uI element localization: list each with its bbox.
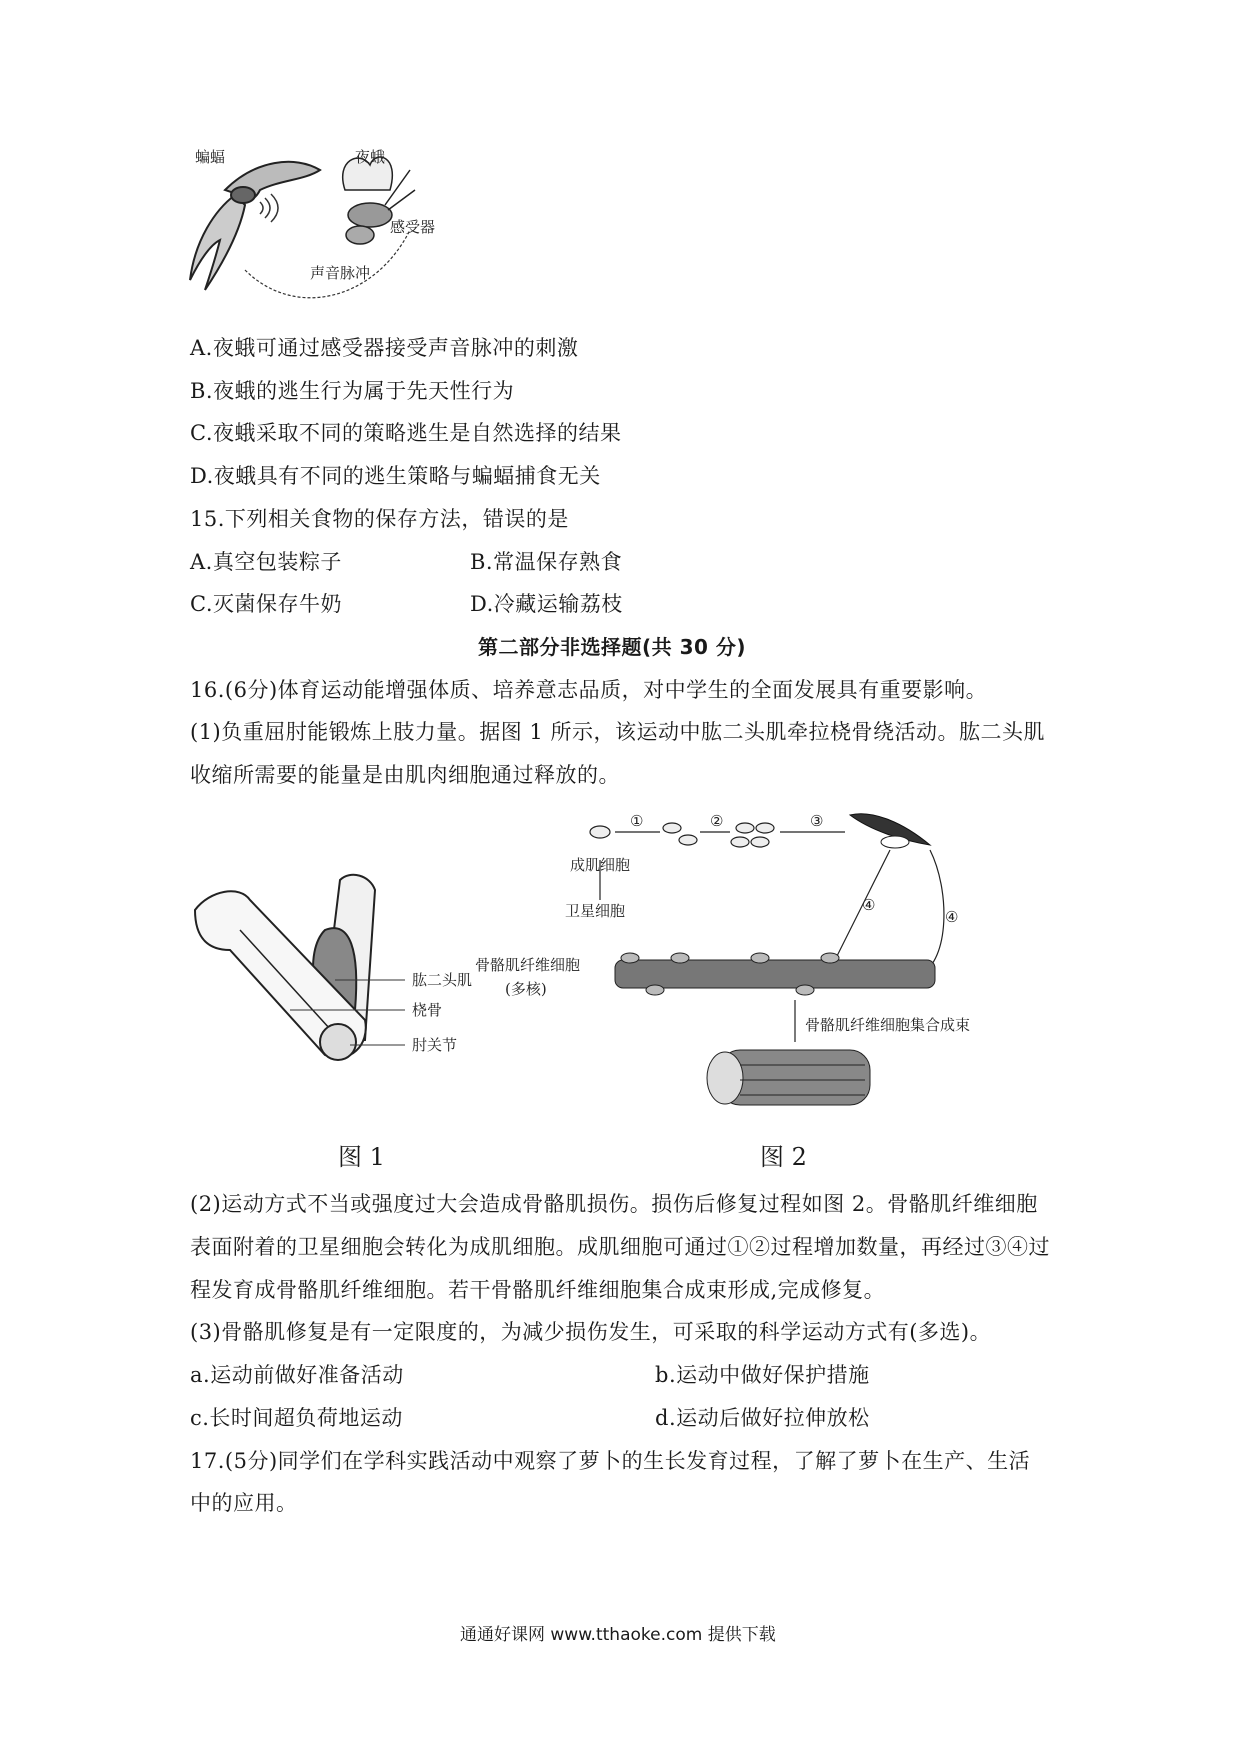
footer-text: 通通好课网 www.tthaoke.com 提供下载 (460, 1625, 776, 1645)
pulse-label: 声音脉冲 (310, 264, 371, 282)
fig2-step-2: ② (710, 812, 724, 830)
fig2-label-fiber-2: (多核) (505, 980, 547, 998)
fig2-step-1: ① (630, 812, 644, 830)
q17-line2: 中的应用。 (190, 1491, 298, 1515)
q14-option-d: D.夜蛾具有不同的逃生策略与蝙蝠捕食无关 (190, 464, 601, 488)
moth-label: 夜蛾 (355, 148, 386, 166)
q16-sub2-line1: (2)运动方式不当或强度过大会造成骨骼肌损伤。损伤后修复过程如图 2。骨骼肌纤维细胞 (190, 1192, 1038, 1216)
fig1-label-radius: 桡骨 (412, 1001, 443, 1019)
fig2-step-3: ③ (810, 812, 824, 830)
q15-option-d: D.冷藏运输荔枝 (470, 592, 623, 616)
fig2-step-4a: ④ (862, 896, 876, 914)
q16-sub1-line1: (1)负重屈肘能锻炼上肢力量。据图 1 所示，该运动中肱二头肌牵拉桡骨绕活动。肱二头肌 (190, 720, 1045, 744)
q15-option-c: C.灭菌保存牛奶 (190, 592, 342, 616)
q16-sub3-option-a: a.运动前做好准备活动 (190, 1363, 404, 1387)
bat-label: 蝙蝠 (195, 148, 226, 166)
q16-sub2-line3: 程发育成骨骼肌纤维细胞。若干骨骼肌纤维细胞集合成束形成,完成修复。 (190, 1278, 886, 1302)
fig2-label-satellite: 卫星细胞 (565, 902, 626, 920)
q16-sub3-option-b: b.运动中做好保护措施 (655, 1363, 870, 1387)
q14-option-a: A.夜蛾可通过感受器接受声音脉冲的刺激 (190, 336, 579, 360)
figure-1-arm (190, 870, 520, 1100)
fig2-step-4b: ④ (945, 908, 959, 926)
figure-1-caption: 图 1 (338, 1143, 385, 1171)
bat-illustration (190, 162, 320, 290)
q16-sub2-line2: 表面附着的卫星细胞会转化为成肌细胞。成肌细胞可通过①②过程增加数量，再经过③④过 (190, 1235, 1050, 1259)
q16-sub3-option-c: c.长时间超负荷地运动 (190, 1406, 403, 1430)
q15-stem: 15.下列相关食物的保存方法，错误的是 (190, 507, 569, 531)
fig1-label-biceps: 肱二头肌 (412, 971, 473, 989)
figure-2-caption: 图 2 (760, 1143, 807, 1171)
receptor-label: 感受器 (390, 218, 436, 236)
fig2-label-fiber-1: 骨骼肌纤维细胞 (475, 956, 581, 974)
sound-waves-icon (260, 194, 278, 222)
figure-2-repair (475, 810, 1060, 1130)
q14-option-c: C.夜蛾采取不同的策略逃生是自然选择的结果 (190, 421, 622, 445)
q16-sub1-line2: 收缩所需要的能量是由肌肉细胞通过释放的。 (190, 763, 620, 787)
q15-option-b: B.常温保存熟食 (470, 550, 623, 574)
section-heading: 第二部分非选择题(共 30 分) (478, 635, 747, 659)
q17-line1: 17.(5分)同学们在学科实践活动中观察了萝卜的生长发育过程，了解了萝卜在生产、生活 (190, 1449, 1031, 1473)
fig1-label-elbow: 肘关节 (412, 1036, 458, 1054)
bat-moth-figure (185, 150, 505, 320)
fig2-label-myoblast: 成肌细胞 (570, 856, 631, 874)
q16-stem: 16.(6分)体育运动能增强体质、培养意志品质，对中学生的全面发展具有重要影响。 (190, 678, 988, 702)
q16-sub3-option-d: d.运动后做好拉伸放松 (655, 1406, 870, 1430)
q16-sub3-stem: (3)骨骼肌修复是有一定限度的，为减少损伤发生，可采取的科学运动方式有(多选)。 (190, 1320, 992, 1344)
q14-option-b: B.夜蛾的逃生行为属于先天性行为 (190, 379, 515, 403)
fig2-label-bundle: 骨骼肌纤维细胞集合成束 (805, 1016, 971, 1034)
q15-option-a: A.真空包装粽子 (190, 550, 342, 574)
